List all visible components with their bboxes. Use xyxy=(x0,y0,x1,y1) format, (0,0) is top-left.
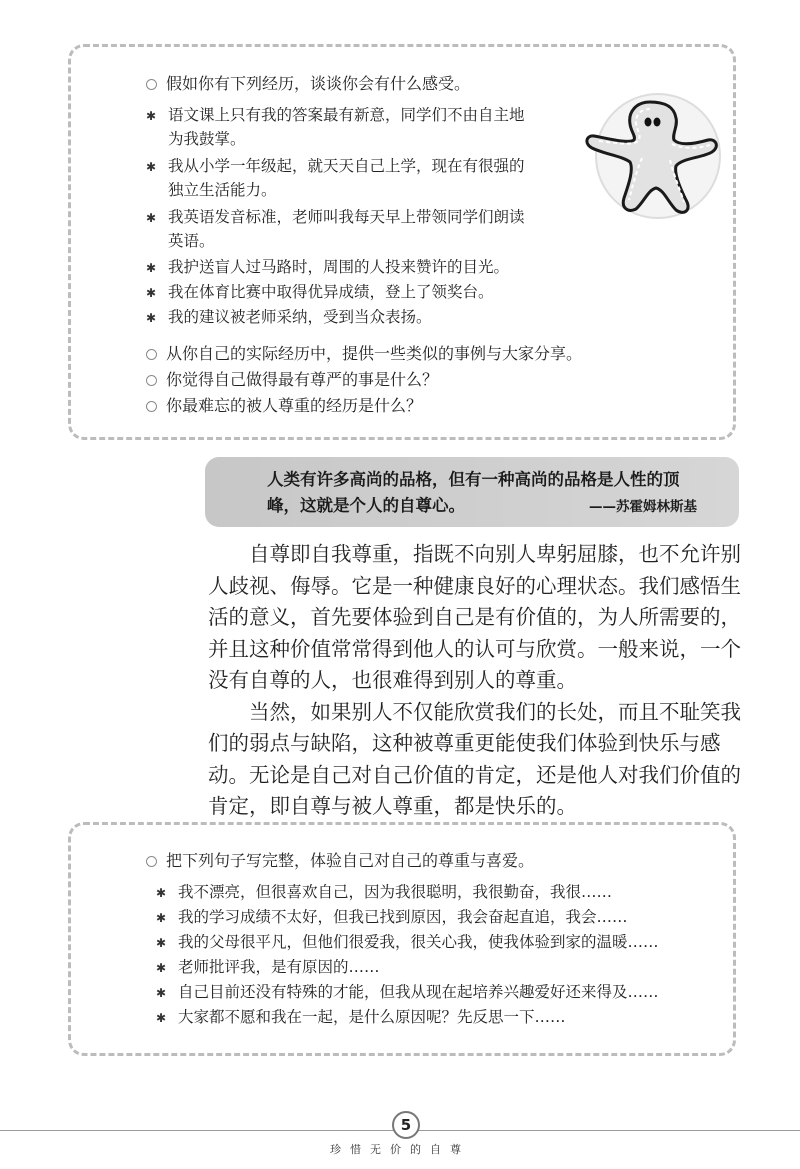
paragraph-1: 自尊即自我尊重，指既不向别人卑躬屈膝，也不允许别人歧视、侮辱。它是一种健康良好的心理状态。我们感悟生活的意义，首先要体验到自己是有价值的，为人所需要的，并且这种价值常常得到他人的认可与欣赏。一般来说，一个没有自尊的人，也很难得到别人的尊重。 xyxy=(208,542,741,692)
list-item: ✱ 我的学习成绩不太好，但我已找到原因，我会奋起直追，我会…… xyxy=(156,908,628,926)
question-complete-sentences: 把下列句子写完整，体验自己对自己的尊重与喜爱。 xyxy=(146,851,534,871)
list-item-continued: 英语。 xyxy=(168,232,215,250)
asterisk-bullet-icon: ✱ xyxy=(146,160,157,174)
question-dignity: 你觉得自己做得最有尊严的事是什么？ xyxy=(146,370,438,390)
list-item: ✱ 我护送盲人过马路时，周围的人投来赞许的目光。 xyxy=(146,258,510,276)
quote-line-1: 人类有许多高尚的品格，但有一种高尚的品格是人性的顶 xyxy=(267,470,680,489)
asterisk-bullet-icon: ✱ xyxy=(146,261,157,275)
asterisk-bullet-icon: ✱ xyxy=(146,109,157,123)
asterisk-bullet-icon: ✱ xyxy=(156,911,167,925)
list-item: ✱ 我在体育比赛中取得优异成绩，登上了领奖台。 xyxy=(146,283,494,301)
list-item-continued: 独立生活能力。 xyxy=(168,181,277,199)
quote-line-2: 峰，这就是个人的自尊心。 xyxy=(267,496,465,515)
gingerbread-figure-illustration xyxy=(584,92,726,222)
asterisk-bullet-icon: ✱ xyxy=(156,936,167,950)
question-memorable: 你最难忘的被人尊重的经历是什么？ xyxy=(146,396,422,416)
list-item: ✱ 自己目前还没有特殊的才能，但我从现在起培养兴趣爱好还来得及…… xyxy=(156,983,659,1001)
footer-title: 珍惜无价的自尊 xyxy=(330,1143,470,1156)
question-feelings: 假如你有下列经历，谈谈你会有什么感受。 xyxy=(146,74,470,94)
asterisk-bullet-icon: ✱ xyxy=(156,1011,167,1025)
circle-bullet-icon xyxy=(146,401,157,412)
list-item: ✱ 大家都不愿和我在一起，是什么原因呢？先反思一下…… xyxy=(156,1008,566,1026)
right-eye xyxy=(654,118,661,127)
list-item-continued: 为我鼓掌。 xyxy=(168,130,246,148)
asterisk-bullet-icon: ✱ xyxy=(146,211,157,225)
asterisk-bullet-icon: ✱ xyxy=(156,961,167,975)
list-item: ✱ 我不漂亮，但很喜欢自己，因为我很聪明，我很勤奋，我很…… xyxy=(156,883,613,901)
list-item: ✱ 我的建议被老师采纳，受到当众表扬。 xyxy=(146,308,432,326)
list-item: ✱ 我从小学一年级起，就天天自己上学，现在有很强的 xyxy=(146,157,525,175)
asterisk-bullet-icon: ✱ xyxy=(156,986,167,1000)
list-item: ✱ 我的父母很平凡，但他们很爱我，很关心我，使我体验到家的温暖…… xyxy=(156,933,659,951)
question-share: 从你自己的实际经历中，提供一些类似的事例与大家分享。 xyxy=(146,344,582,364)
circle-bullet-icon xyxy=(146,375,157,386)
circle-bullet-icon xyxy=(146,349,157,360)
list-item: ✱ 老师批评我，是有原因的…… xyxy=(156,958,380,976)
left-eye xyxy=(645,118,652,127)
list-item: ✱ 我英语发音标准，老师叫我每天早上带领同学们朗读 xyxy=(146,208,525,226)
circle-bullet-icon xyxy=(146,79,157,90)
main-text xyxy=(208,539,748,823)
asterisk-bullet-icon: ✱ xyxy=(146,311,157,325)
paragraph-2: 当然，如果别人不仅能欣赏我们的长处，而且不耻笑我们的弱点与缺陷，这种被尊重更能使我们体验到快乐与感动。无论是自己对自己价值的肯定，还是他人对我们价值的肯定，即自尊与被人尊重，都是快乐的。 xyxy=(208,699,741,818)
page-number: 5 xyxy=(392,1111,420,1139)
quote-banner xyxy=(205,457,739,527)
quote-author: ——苏霍姆林斯基 xyxy=(589,499,697,515)
list-item: ✱ 语文课上只有我的答案最有新意，同学们不由自主地 xyxy=(146,106,525,124)
asterisk-bullet-icon: ✱ xyxy=(156,886,167,900)
asterisk-bullet-icon: ✱ xyxy=(146,286,157,300)
circle-bullet-icon xyxy=(146,856,157,867)
